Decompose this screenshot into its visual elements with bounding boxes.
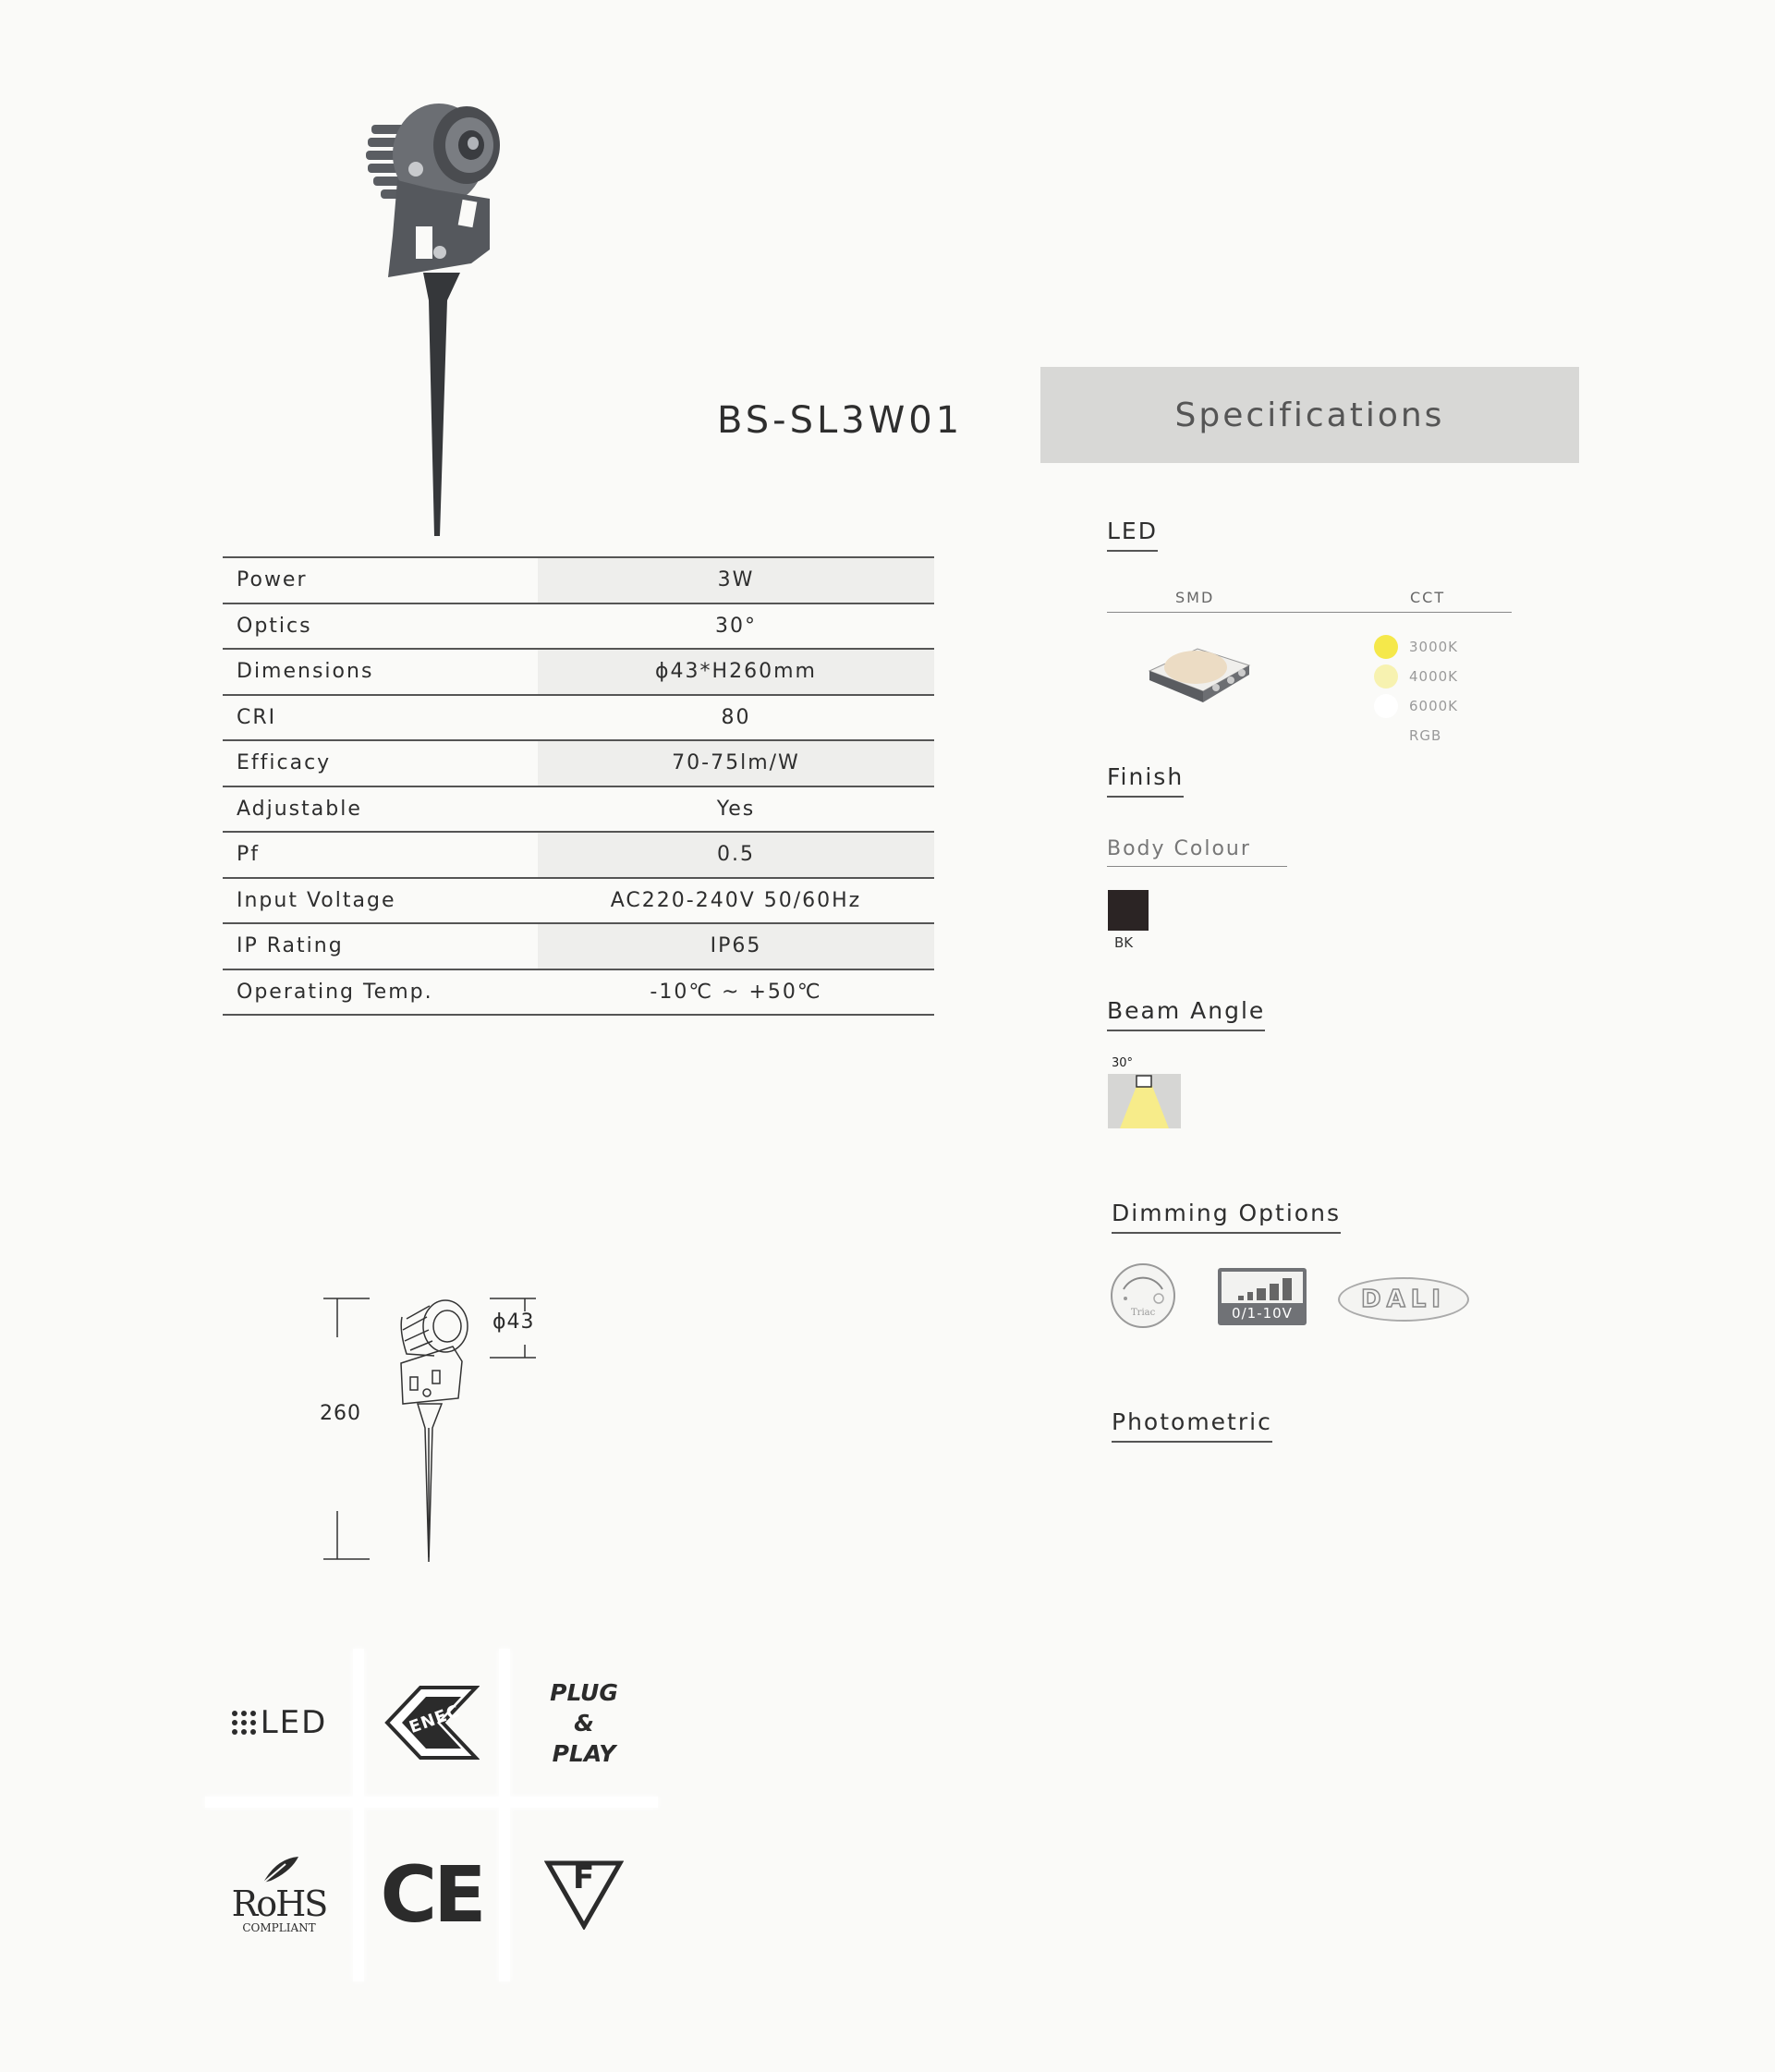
cct-option: [1374, 691, 1458, 721]
spec-value: 0.5: [538, 833, 934, 877]
triac-label: Triac: [1131, 1308, 1156, 1318]
cct-option-label: 4000K: [1409, 668, 1459, 685]
cct-color-dot: [1374, 694, 1398, 718]
body-colour-divider: [1107, 866, 1287, 867]
spec-label: CRI: [237, 705, 277, 729]
led-cert-icon: [205, 1649, 353, 1797]
led-section-title: LED: [1107, 518, 1158, 557]
rohs-label: RoHS: [231, 1883, 327, 1924]
beam-angle-title: Beam Angle: [1107, 997, 1265, 1037]
spec-value: 30°: [715, 614, 757, 638]
led-cert-label: LED: [260, 1704, 328, 1741]
spec-value: -10℃ ~ +50℃: [650, 980, 822, 1004]
plug-label: PLUG: [550, 1678, 618, 1706]
cct-option: [1374, 662, 1458, 691]
analog-dimming-label: 0/1-10V: [1232, 1305, 1293, 1322]
spec-row: [223, 879, 934, 925]
body-colour-swatch: [1108, 890, 1149, 931]
diameter-label: ϕ43: [492, 1310, 535, 1334]
cct-option: [1374, 632, 1458, 662]
spec-value: 80: [721, 705, 751, 729]
product-image: [351, 88, 536, 541]
spec-value: 70-75lm/W: [538, 741, 934, 786]
cct-color-dot: [1374, 724, 1398, 748]
spec-row: [223, 833, 934, 879]
plug-and-play-icon: [510, 1649, 658, 1797]
spec-label: IP Rating: [237, 934, 344, 958]
cct-option-label: 6000K: [1409, 698, 1459, 714]
ce-cert-icon: [364, 1808, 499, 1981]
spec-row: [223, 787, 934, 834]
play-label: PLAY: [552, 1739, 616, 1767]
triac-icon: [1109, 1261, 1177, 1330]
spec-label: Dimensions: [237, 660, 374, 684]
spec-label: Efficacy: [237, 751, 332, 775]
spec-label: Adjustable: [237, 797, 362, 821]
cct-option-label: 3000K: [1409, 639, 1459, 655]
spec-value: 3W: [538, 558, 934, 603]
enec-cert-icon: [364, 1649, 499, 1797]
spec-value: IP65: [538, 924, 934, 969]
cct-label: CCT: [1410, 589, 1446, 606]
beam-angle-value: 30°: [1112, 1056, 1134, 1070]
spec-value: AC220-240V 50/60Hz: [610, 888, 862, 912]
body-colour-label: Body Colour: [1107, 837, 1251, 860]
f-mark-label: F: [573, 1859, 595, 1896]
dali-label: DALI: [1361, 1286, 1446, 1313]
certification-grid: [205, 1649, 658, 1981]
rohs-cert-icon: [205, 1808, 353, 1981]
photometric-title: Photometric: [1112, 1408, 1272, 1448]
enec-cert-label: ENEC: [407, 1700, 463, 1738]
finish-section-title: Finish: [1107, 763, 1184, 803]
cct-color-dot: [1374, 664, 1398, 689]
smd-label: SMD: [1175, 589, 1215, 606]
rohs-sub-label: COMPLIANT: [242, 1921, 316, 1934]
cct-option-label: RGB: [1409, 727, 1442, 744]
ampersand-label: &: [574, 1709, 594, 1737]
spec-label: Pf: [237, 843, 261, 867]
spec-row: [223, 650, 934, 696]
spec-table: [223, 556, 934, 1016]
height-label: 260: [320, 1402, 361, 1425]
cct-list: [1374, 632, 1458, 750]
spec-value: ϕ43*H260mm: [538, 650, 934, 694]
swatch-label: BK: [1114, 934, 1134, 951]
cct-color-dot: [1374, 635, 1398, 659]
f-mark-icon: [510, 1808, 658, 1981]
ce-label: CE: [380, 1849, 483, 1940]
smd-chip-image: [1142, 638, 1253, 712]
spec-row: [223, 970, 934, 1017]
dimming-options-title: Dimming Options: [1112, 1200, 1341, 1239]
cct-option: [1374, 721, 1458, 750]
spec-row: [223, 696, 934, 742]
spec-label: Input Voltage: [237, 888, 396, 912]
led-divider: [1107, 612, 1512, 613]
spec-row: [223, 558, 934, 604]
spec-row: [223, 924, 934, 970]
spec-value: Yes: [716, 797, 756, 821]
specifications-header: Specifications: [1040, 367, 1579, 463]
analog-dimming-icon: [1218, 1268, 1307, 1325]
spec-label: Optics: [237, 614, 312, 638]
dali-icon: [1338, 1277, 1469, 1322]
spec-label: Operating Temp.: [237, 980, 433, 1004]
model-title: BS-SL3W01: [717, 399, 964, 442]
beam-angle-icon: [1108, 1055, 1181, 1128]
spec-label: Power: [237, 568, 308, 592]
spec-row: [223, 741, 934, 787]
spec-row: [223, 604, 934, 651]
